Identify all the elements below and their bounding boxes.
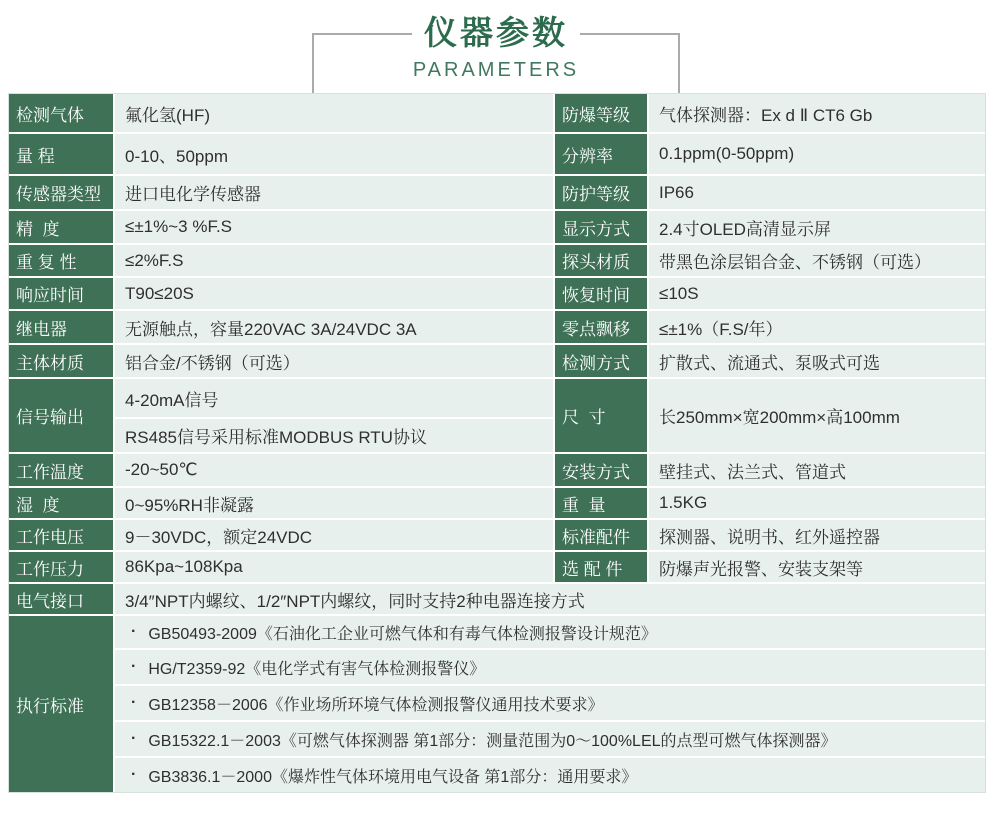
param-value: 0.1ppm(0-50ppm) xyxy=(649,134,985,174)
param-value: ≤±1%（F.S/年） xyxy=(649,311,985,343)
standard-text: GB12358－2006《作业场所环境气体检测报警仪通用技术要求》 xyxy=(148,696,604,714)
param-value: 1.5KG xyxy=(649,488,985,518)
param-label: 检测方式 xyxy=(555,345,647,377)
param-value: 无源触点，容量220VAC 3A/24VDC 3A xyxy=(115,311,553,343)
param-value: 86Kpa~108Kpa xyxy=(115,552,553,582)
param-label: 工作电压 xyxy=(9,520,113,550)
standard-text: GB15322.1－2003《可燃气体探测器 第1部分：测量范围为0～100%LEL的点型可燃气体探测器》 xyxy=(148,732,837,750)
param-label: 继电器 xyxy=(9,311,113,343)
standard-item xyxy=(115,616,985,648)
standard-text: GB50493-2009《石油化工企业可燃气体和有毒气体检测报警设计规范》 xyxy=(148,625,657,643)
param-value: ≤10S xyxy=(649,278,985,309)
standard-item xyxy=(115,758,985,792)
bullet-icon: · xyxy=(131,766,137,783)
title-box xyxy=(312,14,680,93)
param-value: 9－30VDC，额定24VDC xyxy=(115,520,553,550)
param-value: 2.4寸OLED高清显示屏 xyxy=(649,211,985,243)
param-label: 标准配件 xyxy=(555,520,647,550)
param-value-signal-line2: RS485信号采用标准MODBUS RTU协议 xyxy=(115,419,553,452)
param-value: ≤2%F.S xyxy=(115,245,553,276)
param-label: 防护等级 xyxy=(555,176,647,209)
param-label: 响应时间 xyxy=(9,278,113,309)
param-label: 精 度 xyxy=(9,211,113,243)
standard-item xyxy=(115,722,985,756)
param-value: 探测器、说明书、红外遥控器 xyxy=(649,520,985,550)
standard-item xyxy=(115,650,985,684)
param-label: 湿 度 xyxy=(9,488,113,518)
param-value: 气体探测器：Ex d Ⅱ CT6 Gb xyxy=(649,94,985,132)
param-value: T90≤20S xyxy=(115,278,553,309)
param-value: 0-10、50ppm xyxy=(115,134,553,174)
param-label-standards: 执行标准 xyxy=(9,616,113,792)
bullet-icon: · xyxy=(131,658,137,675)
page-title: 仪器参数 xyxy=(412,11,580,55)
param-value: IP66 xyxy=(649,176,985,209)
page-subtitle: PARAMETERS xyxy=(412,59,580,81)
param-label: 重 量 xyxy=(555,488,647,518)
param-label: 重 复 性 xyxy=(9,245,113,276)
bullet-icon: · xyxy=(131,730,137,747)
param-label: 传感器类型 xyxy=(9,176,113,209)
param-value: 进口电化学传感器 xyxy=(115,176,553,209)
param-label-signal-output: 信号输出 xyxy=(9,379,113,452)
param-label: 工作温度 xyxy=(9,454,113,486)
param-value: -20~50℃ xyxy=(115,454,553,486)
param-value-signal-line1: 4-20mA信号 xyxy=(115,379,553,417)
param-value: 铝合金/不锈钢（可选） xyxy=(115,345,553,377)
param-label: 分辨率 xyxy=(555,134,647,174)
param-value: 壁挂式、法兰式、管道式 xyxy=(649,454,985,486)
param-label: 恢复时间 xyxy=(555,278,647,309)
param-value: 扩散式、流通式、泵吸式可选 xyxy=(649,345,985,377)
standard-text: GB3836.1－2000《爆炸性气体环境用电气设备 第1部分：通用要求》 xyxy=(148,768,638,786)
param-label: 主体材质 xyxy=(9,345,113,377)
param-value: 带黑色涂层铝合金、不锈钢（可选） xyxy=(649,245,985,276)
param-label: 防爆等级 xyxy=(555,94,647,132)
bullet-icon: · xyxy=(131,694,137,711)
param-value-electrical-interface: 3/4″NPT内螺纹、1/2″NPT内螺纹，同时支持2种电器连接方式 xyxy=(115,584,985,614)
bullet-icon: · xyxy=(131,623,137,640)
param-label: 显示方式 xyxy=(555,211,647,243)
param-label-size: 尺 寸 xyxy=(555,379,647,452)
param-label: 选 配 件 xyxy=(555,552,647,582)
param-value-size: 长250mm×宽200mm×高100mm xyxy=(649,379,985,452)
param-label: 探头材质 xyxy=(555,245,647,276)
param-label: 量 程 xyxy=(9,134,113,174)
param-value: 0~95%RH非凝露 xyxy=(115,488,553,518)
param-value: 防爆声光报警、安装支架等 xyxy=(649,552,985,582)
param-label: 安装方式 xyxy=(555,454,647,486)
param-value: ≤±1%~3 %F.S xyxy=(115,211,553,243)
param-label-electrical-interface: 电气接口 xyxy=(9,584,113,614)
parameters-table xyxy=(8,93,986,793)
param-value: 氟化氢(HF) xyxy=(115,94,553,132)
param-label: 零点飘移 xyxy=(555,311,647,343)
standard-item xyxy=(115,686,985,720)
param-label: 检测气体 xyxy=(9,94,113,132)
standard-text: HG/T2359-92《电化学式有害气体检测报警仪》 xyxy=(148,660,486,678)
param-label: 工作压力 xyxy=(9,552,113,582)
